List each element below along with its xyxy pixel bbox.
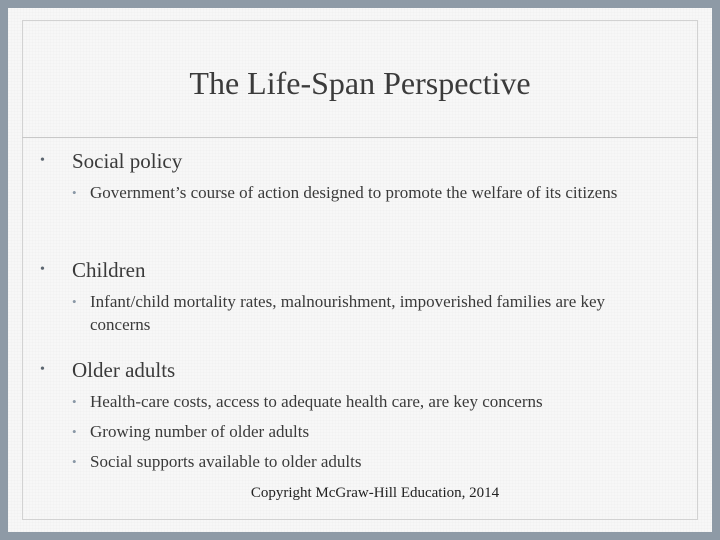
list-item-older-adults	[26, 357, 686, 473]
bullet-level2	[26, 290, 686, 336]
sub-bullet-text: Health-care costs, access to adequate health care, are key concerns	[90, 392, 543, 411]
bullet-text: Children	[72, 258, 146, 282]
sub-bullet-icon: •	[72, 394, 77, 409]
bullet-level1	[26, 148, 686, 174]
bullet-level2	[26, 420, 686, 443]
list-item-children	[26, 257, 686, 336]
sub-bullet-icon: •	[72, 454, 77, 469]
list-item-social-policy	[26, 148, 686, 204]
sub-bullet-text: Infant/child mortality rates, malnourishment, impoverished families are key concerns	[90, 292, 606, 334]
bullet-level1	[26, 257, 686, 283]
bullet-icon: •	[40, 262, 45, 277]
bullet-text: Social policy	[72, 149, 183, 173]
bullet-icon: •	[40, 362, 45, 377]
title-area	[22, 20, 698, 138]
sub-bullet-text: Social supports available to older adults	[90, 452, 362, 471]
sub-bullet-text: Growing number of older adults	[90, 422, 310, 441]
copyright-footer: Copyright McGraw-Hill Education, 2014	[250, 485, 500, 501]
bullet-level2	[26, 181, 686, 204]
bullet-text: Older adults	[72, 358, 176, 382]
sub-bullet-text: Government’s course of action designed to promote the welfare of its citizens	[90, 183, 618, 202]
sub-bullet-icon: •	[72, 185, 77, 200]
sub-bullet-icon: •	[72, 294, 77, 309]
bullet-icon: •	[40, 153, 45, 168]
slide	[8, 8, 712, 532]
slide-title: The Life-Span Perspective	[189, 65, 531, 101]
bullet-level2	[26, 390, 686, 413]
bullet-level2	[26, 450, 686, 473]
sub-bullet-icon: •	[72, 424, 77, 439]
bullet-level1	[26, 357, 686, 383]
